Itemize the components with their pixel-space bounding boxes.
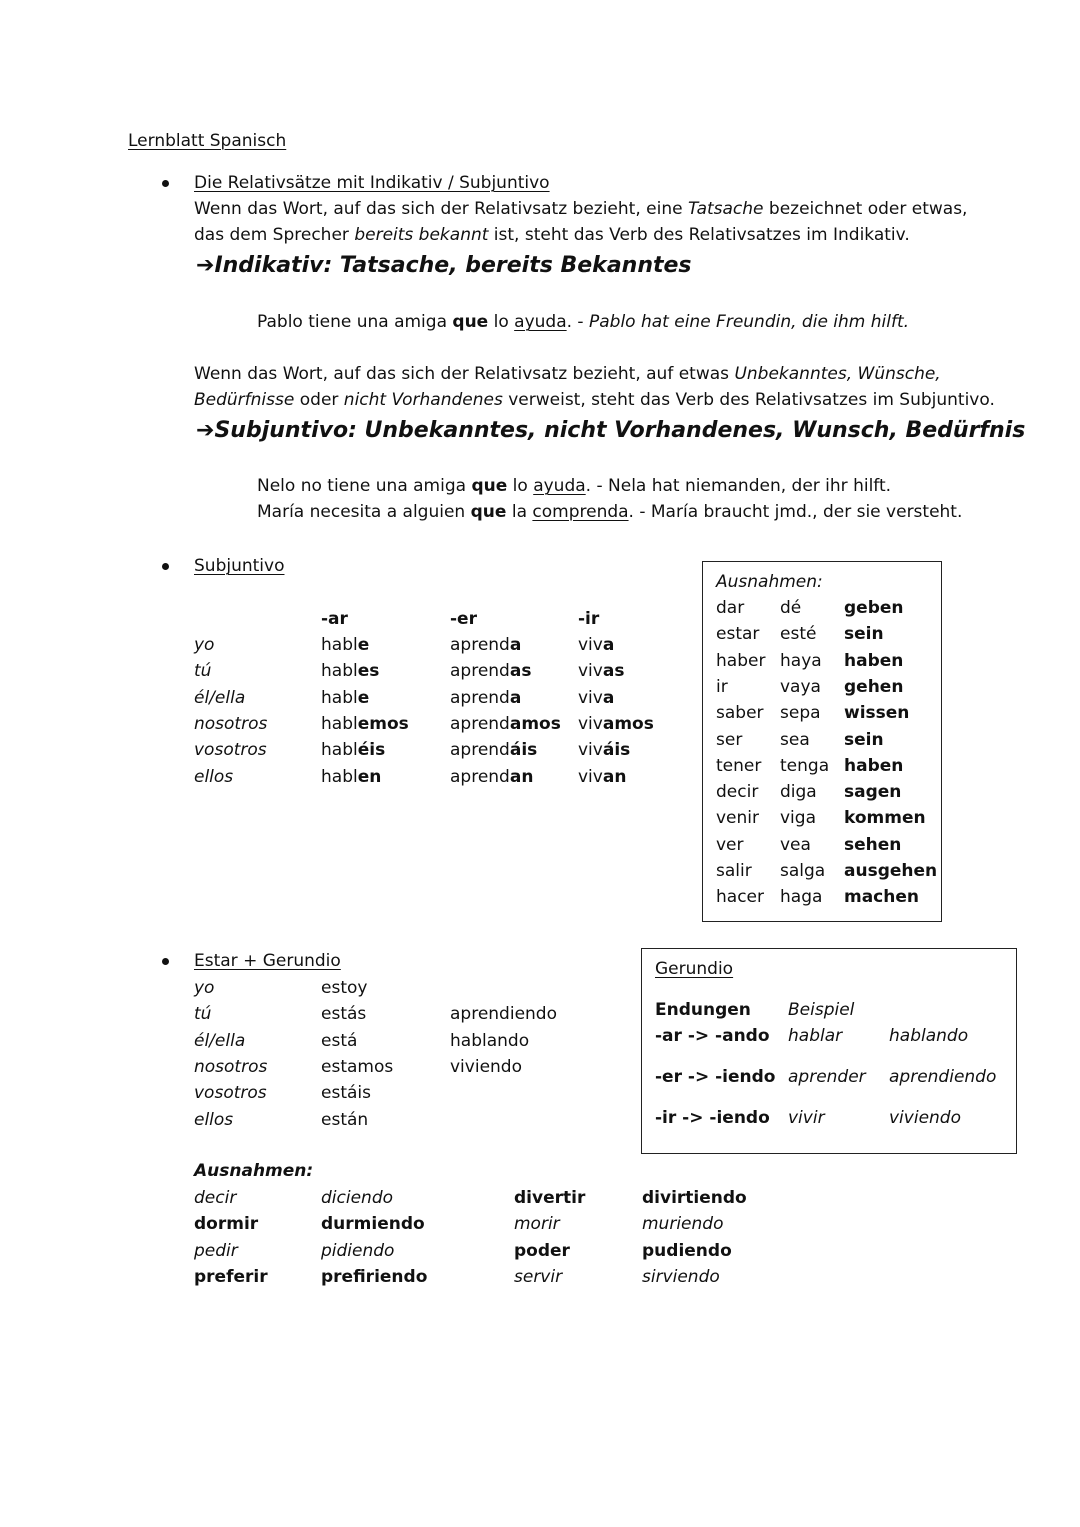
translation: gehen <box>844 676 904 697</box>
gerundio-form: divirtiendo <box>642 1188 747 1208</box>
infinitive: preferir <box>194 1266 268 1287</box>
pronoun: nosotros <box>194 713 268 734</box>
gerundio-form: pidiendo <box>321 1240 395 1261</box>
section-heading-relativsaetze: Die Relativsätze mit Indikativ / Subjuntivo <box>194 173 550 193</box>
conjugation-er: aprenda <box>450 687 522 708</box>
ausnahmen-box <box>702 561 942 922</box>
subjuntivo-form: sea <box>780 729 810 750</box>
example-gerundio: viviendo <box>889 1108 961 1128</box>
paragraph-2-line-1: Wenn das Wort, auf das sich der Relativsatz bezieht, auf etwas Unbekanntes, Wünsche, <box>194 364 941 384</box>
conjugation-ar: hablemos <box>321 713 409 734</box>
conjugation-er: aprendan <box>450 766 534 787</box>
gerundio-box-beispiel-heading: Beispiel <box>788 1000 855 1020</box>
subjuntivo-form: salga <box>780 861 826 881</box>
conjugation-er: aprenda <box>450 635 522 655</box>
infinitive: divertir <box>514 1188 586 1208</box>
pronoun: ellos <box>194 1109 234 1130</box>
infinitive: pedir <box>194 1240 238 1261</box>
translation: haben <box>844 650 904 671</box>
subjuntivo-form: esté <box>780 624 817 645</box>
conjugation-er: aprendas <box>450 661 532 682</box>
conjugation-ir: vivamos <box>578 713 654 734</box>
translation: sagen <box>844 782 902 803</box>
example-1: Pablo tiene una amiga que lo ayuda. - Pablo hat eine Freundin, die ihm hilft. <box>257 312 910 332</box>
gerundio-example: hablando <box>450 1030 530 1051</box>
infinitive: hacer <box>716 887 764 908</box>
conjugation-ir: viva <box>578 635 615 655</box>
conjugation-ar: hablen <box>321 766 382 787</box>
arrow-right-icon: ➔ <box>196 253 215 278</box>
pronoun: tú <box>194 1004 212 1025</box>
example-gerundio: hablando <box>889 1026 969 1046</box>
pronoun: vosotros <box>194 1083 267 1104</box>
pronoun: vosotros <box>194 740 267 761</box>
gerundio-form: sirviendo <box>642 1266 720 1287</box>
conjugation-ir: vivas <box>578 661 625 682</box>
pronoun: él/ella <box>194 1030 246 1051</box>
estar-form: estáis <box>321 1083 371 1104</box>
pronoun: tú <box>194 661 212 682</box>
infinitive: ir <box>716 676 728 697</box>
subjuntivo-form: viga <box>780 808 816 829</box>
conjugation-er: aprendamos <box>450 713 561 734</box>
section-heading-estar-gerundio: Estar + Gerundio <box>194 951 341 971</box>
gerundio-form: durmiendo <box>321 1214 425 1235</box>
infinitive: saber <box>716 703 764 724</box>
bullet <box>162 958 169 965</box>
bullet <box>162 180 169 187</box>
estar-form: estás <box>321 1004 367 1025</box>
gerundio-box-heading: Gerundio <box>655 959 734 979</box>
translation: haben <box>844 755 904 776</box>
gerundio-box-endungen-heading: Endungen <box>655 1000 751 1020</box>
rule-indikativ: ➔Indikativ: Tatsache, bereits Bekanntes <box>196 253 692 278</box>
infinitive: salir <box>716 861 752 881</box>
subjuntivo-form: diga <box>780 782 817 803</box>
infinitive: decir <box>716 782 759 803</box>
gerundio-form: prefiriendo <box>321 1266 428 1287</box>
gerundio-box <box>641 948 1017 1154</box>
infinitive: morir <box>514 1214 560 1235</box>
estar-form: está <box>321 1030 358 1051</box>
infinitive: ser <box>716 729 743 750</box>
pronoun: yo <box>194 635 215 655</box>
gerundio-form: muriendo <box>642 1214 724 1235</box>
gerundio-example: aprendiendo <box>450 1004 557 1025</box>
translation: ausgehen <box>844 861 938 881</box>
arrow-right-icon: ➔ <box>196 418 215 443</box>
infinitive: dormir <box>194 1214 259 1235</box>
example-gerundio: aprendiendo <box>889 1067 997 1087</box>
gerundio-form: pudiendo <box>642 1240 732 1261</box>
translation: machen <box>844 887 919 908</box>
ausnahmen-box-heading: Ausnahmen: <box>716 572 823 592</box>
conjugation-ir: vivan <box>578 766 627 787</box>
conjugation-ar: habléis <box>321 740 386 761</box>
estar-form: están <box>321 1109 369 1130</box>
paragraph-1-line-1: Wenn das Wort, auf das sich der Relativsatz bezieht, eine Tatsache bezeichnet oder etwas, <box>194 199 968 219</box>
translation: sehen <box>844 834 902 855</box>
ending-rule: -ir -> -iendo <box>655 1108 770 1128</box>
subjuntivo-form: dé <box>780 598 802 618</box>
infinitive: estar <box>716 624 760 645</box>
subjuntivo-form: vea <box>780 834 811 855</box>
ending-rule: -er -> -iendo <box>655 1067 776 1087</box>
gerundio-form: diciendo <box>321 1188 394 1208</box>
pronoun: él/ella <box>194 687 246 708</box>
subjuntivo-form: vaya <box>780 676 821 697</box>
translation: wissen <box>844 703 910 724</box>
translation: sein <box>844 729 884 750</box>
infinitive: ver <box>716 834 744 855</box>
conjugation-ar: hable <box>321 687 370 708</box>
column-header: -ir <box>578 609 600 629</box>
section-heading-subjuntivo: Subjuntivo <box>194 556 285 576</box>
translation: sein <box>844 624 884 645</box>
infinitive: dar <box>716 598 745 618</box>
estar-form: estoy <box>321 978 368 998</box>
ending-rule: -ar -> -ando <box>655 1026 770 1046</box>
gerundio-ausnahmen-heading: Ausnahmen: <box>194 1161 314 1181</box>
pronoun: ellos <box>194 766 234 787</box>
translation: geben <box>844 598 904 618</box>
bullet <box>162 563 169 570</box>
page-title: Lernblatt Spanisch <box>128 131 287 151</box>
conjugation-ir: viva <box>578 687 615 708</box>
conjugation-er: aprendáis <box>450 740 538 761</box>
subjuntivo-form: haya <box>780 650 822 671</box>
infinitive: venir <box>716 808 760 829</box>
infinitive: servir <box>514 1266 563 1287</box>
column-header: -ar <box>321 609 348 629</box>
infinitive: poder <box>514 1240 570 1261</box>
paragraph-2-line-2: Bedürfnisse oder nicht Vorhandenes verweist, steht das Verb des Relativsatzes im Subjuntivo. <box>194 390 995 410</box>
example-infinitive: vivir <box>788 1108 825 1128</box>
infinitive: haber <box>716 650 766 671</box>
example-infinitive: aprender <box>788 1067 866 1087</box>
example-infinitive: hablar <box>788 1026 843 1046</box>
paragraph-1-line-2: das dem Sprecher bereits bekannt ist, steht das Verb des Relativsatzes im Indikativ. <box>194 225 910 245</box>
conjugation-ar: hable <box>321 635 370 655</box>
rule-subjuntivo: ➔Subjuntivo: Unbekanntes, nicht Vorhandenes, Wunsch, Bedürfnis <box>196 418 1026 443</box>
conjugation-ir: viváis <box>578 740 631 761</box>
pronoun: yo <box>194 978 215 998</box>
conjugation-ar: hables <box>321 661 380 682</box>
subjuntivo-form: haga <box>780 887 823 908</box>
example-3: María necesita a alguien que la comprenda. - María braucht jmd., der sie versteht. <box>257 502 963 522</box>
pronoun: nosotros <box>194 1056 268 1077</box>
column-header: -er <box>450 609 477 629</box>
gerundio-example: viviendo <box>450 1056 522 1077</box>
infinitive: decir <box>194 1188 237 1208</box>
example-2: Nelo no tiene una amiga que lo ayuda. - Nela hat niemanden, der ihr hilft. <box>257 476 892 496</box>
infinitive: tener <box>716 755 762 776</box>
subjuntivo-form: tenga <box>780 755 830 776</box>
subjuntivo-form: sepa <box>780 703 821 724</box>
translation: kommen <box>844 808 926 829</box>
estar-form: estamos <box>321 1056 394 1077</box>
